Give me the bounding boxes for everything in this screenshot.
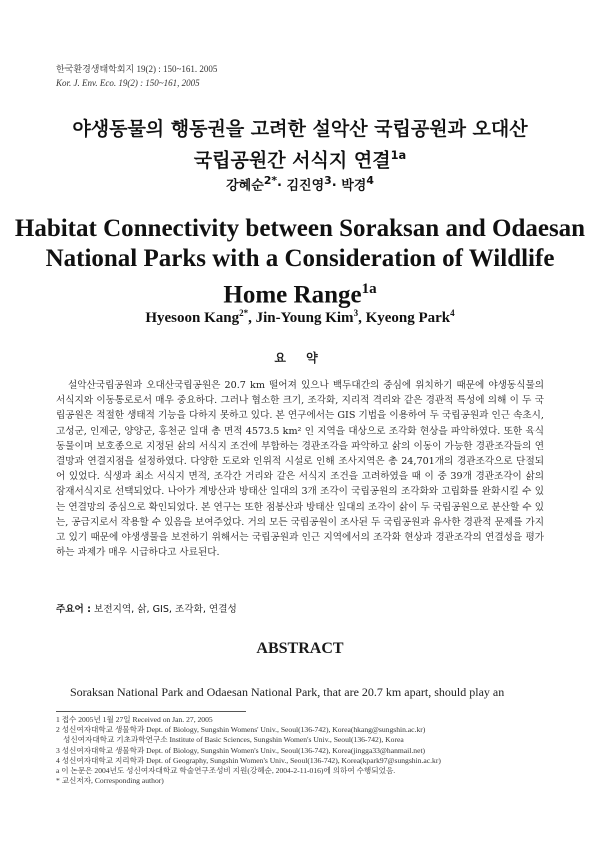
korean-summary-text: 설악산국립공원과 오대산국립공원은 20.7 km 떨어져 있으나 백두대간의 중심에 위치하기 때문에 야생동식물의 서식지와 이동통로로서 매우 중요하다. 그러나 협소한 크기, 조각화, 지리적 격리와 같은 경관적 특성에 의해 이 두 국립공원은 적절한 생태적 기능을 다하지 못하고 있다. 본 연구에서는 GIS 기법을 이용하여 두 국립공원과 인근 속초시, 고성군, 인제군, 양양군, 홍천군 일대 총 면적 4573.5 km² 인 지역을 대상으로 조각화 현상을 파악하였다. 또한 육식동물이며 보호종으로 지정된 삵의 서식지 조건에 부합하는 경관조각을 파악하고 삵의 이동이 가능한 경관조각들의 연결망과 연결지점을 설정하였다. 다양한 도로와 인위적 시설로 인해 조사지역은 총 24,701개의 경관조각으로 단절되어 있었다. 식생과 최소 서식지 면적, 조각간 거리와 같은 서식지 조건을 고려하였을 때 이 중 39개 경관조각이 삵의 잠재서식지로 선택되었다. 나아가 계방산과 방태산 일대의 3개 조각이 국립공원의 조각화와 고립화를 완화시킬 수 있는 연결망의 중심으로 확인되었다. 본 연구는 또한 점봉산과 방태산 일대의 조각이 삵이 두 국립공원으로 분산할 수 있는, 공급지로서 작용할 수 있음을 보여주었다. 거의 모든 국립공원이 조사된 두 국립공원과 유사한 경관적 문제를 가지고 있기 때문에 야생생물을 보전하기 위해서는 국립공원과 인근 지역에서의 조각화 현상과 경관조각의 연결성을 평가하는 과제가 매우 시급하다고 사료된다. bbox=[56, 380, 544, 559]
author-kr-1: 강혜순 bbox=[226, 178, 264, 194]
korean-title-footnote-mark: 1a bbox=[390, 148, 407, 162]
journal-citation-kr: 한국환경생태학회지 19(2) : 150~161. 2005 bbox=[56, 64, 218, 74]
journal-citation-en: Kor. J. Env. Eco. 19(2) : 150~161, 2005 bbox=[56, 78, 200, 88]
english-abstract-first-line: Soraksan National Park and Odaesan National Park, that are 20.7 km apart, should play an bbox=[70, 685, 505, 699]
author-kr-sep-1: · bbox=[277, 178, 287, 194]
author-kr-3: 박경 bbox=[341, 178, 367, 194]
keywords bbox=[56, 601, 237, 615]
footnote-funding: a 이 논문은 2004년도 성신여자대학교 학술연구조성비 지원(강혜순, 2004-2-11-016)에 의하여 수행되었음. bbox=[56, 766, 396, 776]
journal-citation bbox=[56, 62, 217, 90]
footnote-affiliation-3: 4 성신여자대학교 지리학과 Dept. of Geography, Sungshin Women's Univ., Seoul(136-742), Korea(kpark97@sungshin.ac.kr) bbox=[56, 755, 441, 765]
author-kr-1-mark: 2* bbox=[263, 174, 278, 187]
english-title-line-3 bbox=[0, 274, 600, 310]
footnote-affiliation-2: 3 성신여자대학교 생물학과 Dept. of Biology, Sungshin Women's Univ., Seoul(136-742), Korea(jingga33@hanmail.net) bbox=[56, 745, 426, 755]
korean-title-line-2-text: 국립공원간 서식지 연결 bbox=[193, 149, 391, 172]
author-en-3: Kyeong Park bbox=[365, 310, 451, 326]
author-en-2: Jin-Young Kim bbox=[255, 310, 354, 326]
english-title-line-1: Habitat Connectivity between Soraksan and Odaesan bbox=[14, 215, 586, 242]
author-kr-2-mark: 3 bbox=[324, 174, 332, 187]
korean-authors bbox=[0, 174, 600, 193]
footnote-received: 1 접수 2005년 1월 27일 Received on Jan. 27, 2005 bbox=[56, 715, 213, 724]
footnote-rule bbox=[56, 711, 246, 712]
author-en-sep-1: , bbox=[248, 310, 256, 326]
author-en-sep-2: , bbox=[358, 310, 366, 326]
english-title bbox=[0, 214, 600, 310]
english-authors bbox=[0, 308, 600, 327]
korean-title-line-2 bbox=[0, 142, 600, 173]
korean-title-line-1: 야생동물의 행동권을 고려한 설악산 국립공원과 오대산 bbox=[72, 118, 528, 140]
author-kr-2: 김진영 bbox=[286, 178, 325, 194]
keywords-value: 보전지역, 삵, GIS, 조각화, 연결성 bbox=[94, 604, 237, 615]
author-kr-3-mark: 4 bbox=[366, 174, 374, 187]
author-en-3-mark: 4 bbox=[450, 308, 455, 318]
footnote-affiliation-1: 2 성신여자대학교 생물학과 Dept. of Biology, Sungshin Womens' Univ., Seoul(136-742), Korea(hkang@sungshin.ac.kr) bbox=[56, 725, 426, 735]
author-en-2-mark: 3 bbox=[353, 308, 359, 318]
keywords-label: 주요어 : bbox=[56, 604, 91, 615]
english-title-line-2: National Parks with a Consideration of Wildlife bbox=[45, 245, 555, 272]
author-en-1-mark: 2* bbox=[239, 308, 249, 318]
footnote-affiliation-1-cont: 성신여자대학교 기초과학연구소 Institute of Basic Sciences, Sungshin Women's Univ., Seoul(136-742), Korea bbox=[63, 735, 404, 745]
footnotes bbox=[56, 715, 556, 786]
author-kr-sep-2: · bbox=[331, 178, 342, 194]
english-title-line-3-text: Home Range bbox=[223, 281, 362, 309]
korean-title bbox=[0, 116, 600, 173]
summary-heading: 요 약 bbox=[274, 351, 326, 365]
author-en-1: Hyesoon Kang bbox=[145, 310, 240, 326]
abstract-heading: ABSTRACT bbox=[256, 640, 344, 657]
english-title-footnote-mark: 1a bbox=[361, 281, 377, 297]
footnote-corresponding: * 교신저자, Corresponding author) bbox=[56, 776, 164, 786]
korean-summary bbox=[56, 378, 544, 560]
